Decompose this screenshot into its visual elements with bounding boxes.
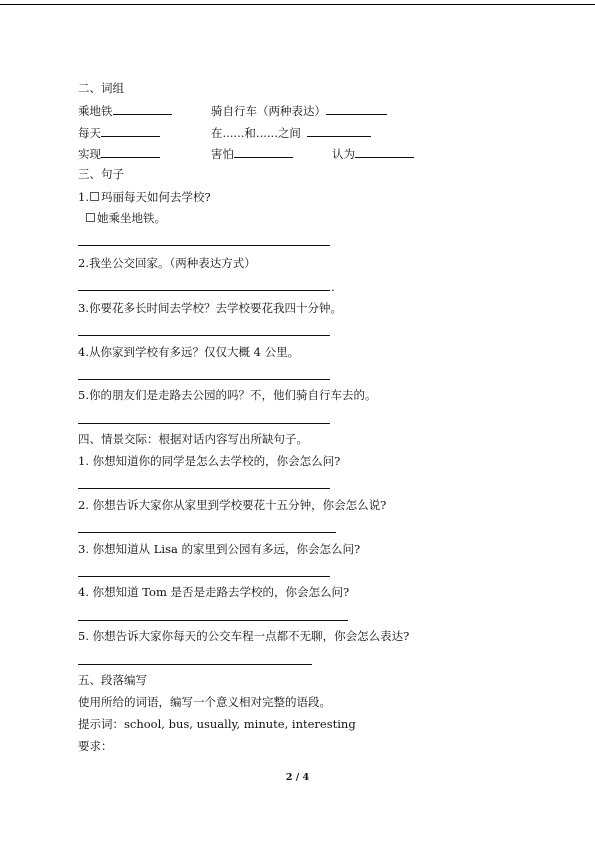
phrase-3-label: 每天 (78, 126, 101, 140)
answer-line-s5[interactable] (78, 423, 330, 424)
phrase-4-label: 在......和......之间 (211, 126, 301, 140)
phrase-7-blank[interactable] (355, 146, 414, 158)
phrase-5-blank[interactable] (101, 146, 160, 158)
phrase-2 (211, 103, 387, 118)
section-5-instruction: 使用所给的词语，编写一个意义相对完整的语段。 (78, 695, 331, 709)
phrase-5-label: 实现 (78, 147, 101, 161)
section-2-heading: 二、词组 (78, 81, 124, 95)
checkbox-icon (86, 213, 95, 222)
sentence-1-number: 1. (78, 190, 89, 204)
checkbox-icon (90, 192, 99, 201)
situation-2: 2. 你想告诉大家你从家里到学校要花十五分钟，你会怎么说? (78, 498, 387, 512)
situation-1: 1. 你想知道你的同学是怎么去学校的，你会怎么问? (78, 454, 341, 468)
sentence-4: 4.从你家到学校有多远？仅仅大概 4 公里。 (78, 345, 300, 359)
phrase-2-label: 骑自行车（两种表达） (211, 104, 326, 118)
answer-line-q2[interactable] (78, 532, 336, 533)
sentence-2: 2.我坐公交回家。（两种表达方式） (78, 256, 256, 270)
answer-line-s4[interactable] (78, 379, 330, 380)
section-4-heading: 四、情景交际：根据对话内容写出所缺句子。 (78, 432, 308, 446)
sentence-5: 5.你的朋友们是走路去公园的吗？不，他们骑自行车去的。 (78, 388, 377, 402)
section-3-heading: 三、句子 (78, 167, 124, 181)
phrase-3 (78, 125, 160, 140)
phrase-6 (211, 146, 293, 161)
phrase-6-label: 害怕 (211, 147, 234, 161)
phrase-1-label: 乘地铁 (78, 104, 113, 118)
phrase-4-blank[interactable] (307, 125, 371, 137)
phrase-2-blank[interactable] (326, 103, 387, 115)
phrase-5 (78, 146, 160, 161)
situation-4: 4. 你想知道 Tom 是否是走路去学校的，你会怎么问? (78, 585, 350, 599)
sentence-1b-text: 她乘坐地铁。 (97, 211, 166, 225)
answer-line-s1[interactable] (78, 245, 330, 246)
answer-line-q1[interactable] (78, 488, 330, 489)
answer-line-q4[interactable] (78, 620, 348, 621)
section-5-requirement: 要求： (78, 739, 113, 753)
sentence-1a-text: 玛丽每天如何去学校? (100, 190, 211, 204)
phrase-6-blank[interactable] (234, 146, 293, 158)
phrase-4 (211, 125, 371, 140)
page-number: 2 / 4 (285, 772, 310, 783)
situation-3: 3. 你想知道从 Lisa 的家里到公园有多远，你会怎么问? (78, 542, 361, 556)
answer-line-s3[interactable] (78, 335, 330, 336)
phrase-1-blank[interactable] (113, 103, 172, 115)
section-5-hint: 提示词：school, bus, usually, minute, interesting (78, 717, 356, 731)
phrase-7 (332, 146, 414, 161)
answer-line-q5[interactable] (78, 664, 312, 665)
answer-line-q3[interactable] (78, 576, 330, 577)
sentence-1a (78, 190, 211, 204)
phrase-7-label: 认为 (332, 147, 355, 161)
situation-5: 5. 你想告诉大家你每天的公交车程一点都不无聊，你会怎么表达? (78, 629, 410, 643)
header-rule (0, 4, 595, 5)
section-5-heading: 五、段落编写 (78, 673, 147, 687)
phrase-1 (78, 103, 172, 118)
answer-line-s2[interactable] (78, 290, 330, 291)
answer-line-s2-period: . (331, 280, 335, 294)
sentence-3: 3.你要花多长时间去学校？去学校要花我四十分钟。 (78, 301, 342, 315)
sentence-1b (85, 211, 166, 225)
phrase-3-blank[interactable] (101, 125, 160, 137)
